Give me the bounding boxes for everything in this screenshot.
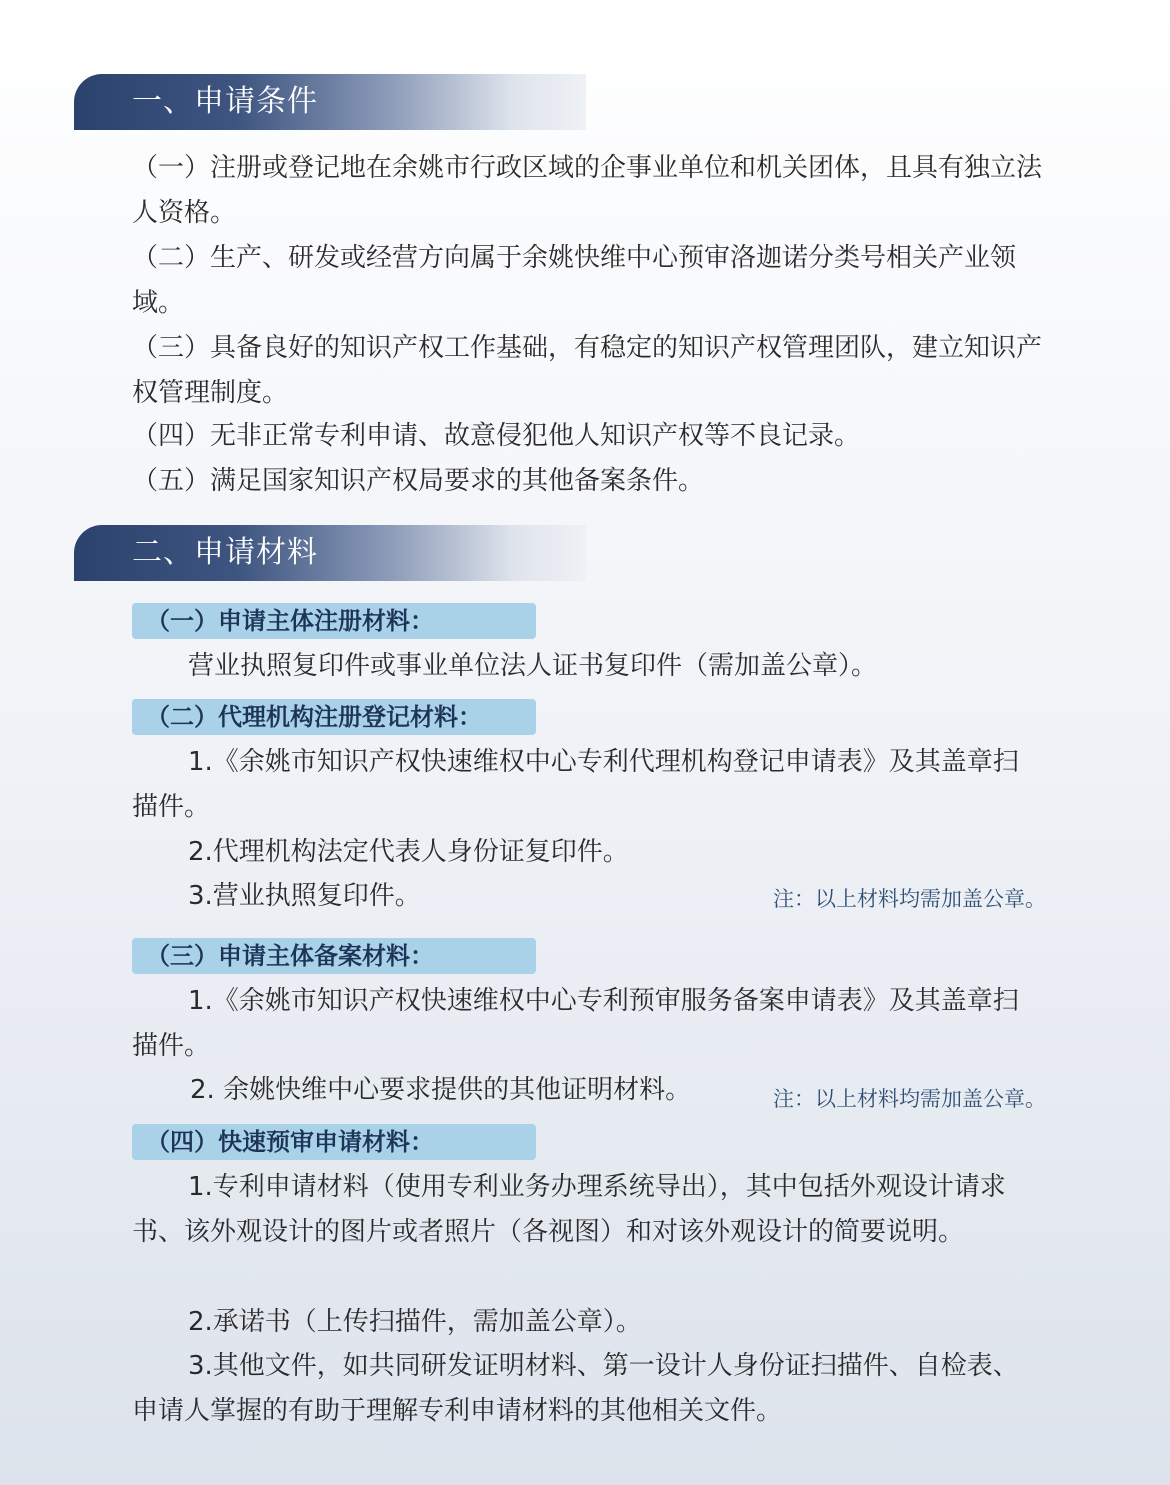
subsection-header-agency-materials: [132, 699, 536, 735]
subsection-header-registration-materials: [132, 603, 536, 639]
condition-item-2: （二）生产、研发或经营方向属于余姚快维中心预审洛迦诺分类号相关产业领域。: [132, 243, 1017, 318]
condition-item-1: （一）注册或登记地在余姚市行政区域的企事业单位和机关团体，且具有独立法人资格。: [132, 153, 1043, 228]
subsection-title: （三）申请主体备案材料：: [146, 942, 434, 970]
agency-material-item-2: 2.代理机构法定代表人身份证复印件。: [188, 837, 629, 867]
condition-item-5: （五）满足国家知识产权局要求的其他备案条件。: [132, 466, 705, 496]
agency-material-item-1: 1.《余姚市知识产权快速维权中心专利代理机构登记申请表》及其盖章扫描件。: [132, 747, 1019, 822]
pre-examination-material-item-3: 3.其他文件，如共同研发证明材料、第一设计人身份证扫描件、自检表、申请人掌握的有助于理解专利申请材料的其他相关文件。: [132, 1351, 1019, 1426]
agency-material-item-3: 3.营业执照复印件。: [188, 881, 421, 911]
subsection-header-filing-materials: [132, 938, 536, 974]
subsection-title: （四）快速预审申请材料：: [146, 1128, 434, 1156]
section-title: 一、申请条件: [132, 84, 318, 119]
section-title: 二、申请材料: [132, 535, 318, 570]
agency-materials-note: 注：以上材料均需加盖公章。: [773, 887, 1046, 911]
condition-item-3: （三）具备良好的知识产权工作基础，有稳定的知识产权管理团队，建立知识产权管理制度。: [132, 333, 1043, 408]
section-header-application-conditions: [74, 74, 586, 130]
registration-materials-text: 营业执照复印件或事业单位法人证书复印件（需加盖公章）。: [188, 651, 878, 681]
filing-material-item-2: 2. 余姚快维中心要求提供的其他证明材料。: [190, 1075, 692, 1105]
subsection-title: （二）代理机构注册登记材料：: [146, 703, 482, 731]
subsection-title: （一）申请主体注册材料：: [146, 607, 434, 635]
filing-materials-note: 注：以上材料均需加盖公章。: [773, 1087, 1046, 1111]
subsection-header-pre-examination-materials: [132, 1124, 536, 1160]
filing-material-item-1: 1.《余姚市知识产权快速维权中心专利预审服务备案申请表》及其盖章扫描件。: [132, 986, 1019, 1061]
condition-item-4: （四）无非正常专利申请、故意侵犯他人知识产权等不良记录。: [132, 421, 861, 451]
pre-examination-material-item-2: 2.承诺书（上传扫描件，需加盖公章）。: [188, 1307, 642, 1337]
pre-examination-material-item-1: 1.专利申请材料（使用专利业务办理系统导出），其中包括外观设计请求书、该外观设计的图片或者照片（各视图）和对该外观设计的简要说明。: [132, 1172, 1006, 1247]
section-header-application-materials: [74, 525, 586, 581]
